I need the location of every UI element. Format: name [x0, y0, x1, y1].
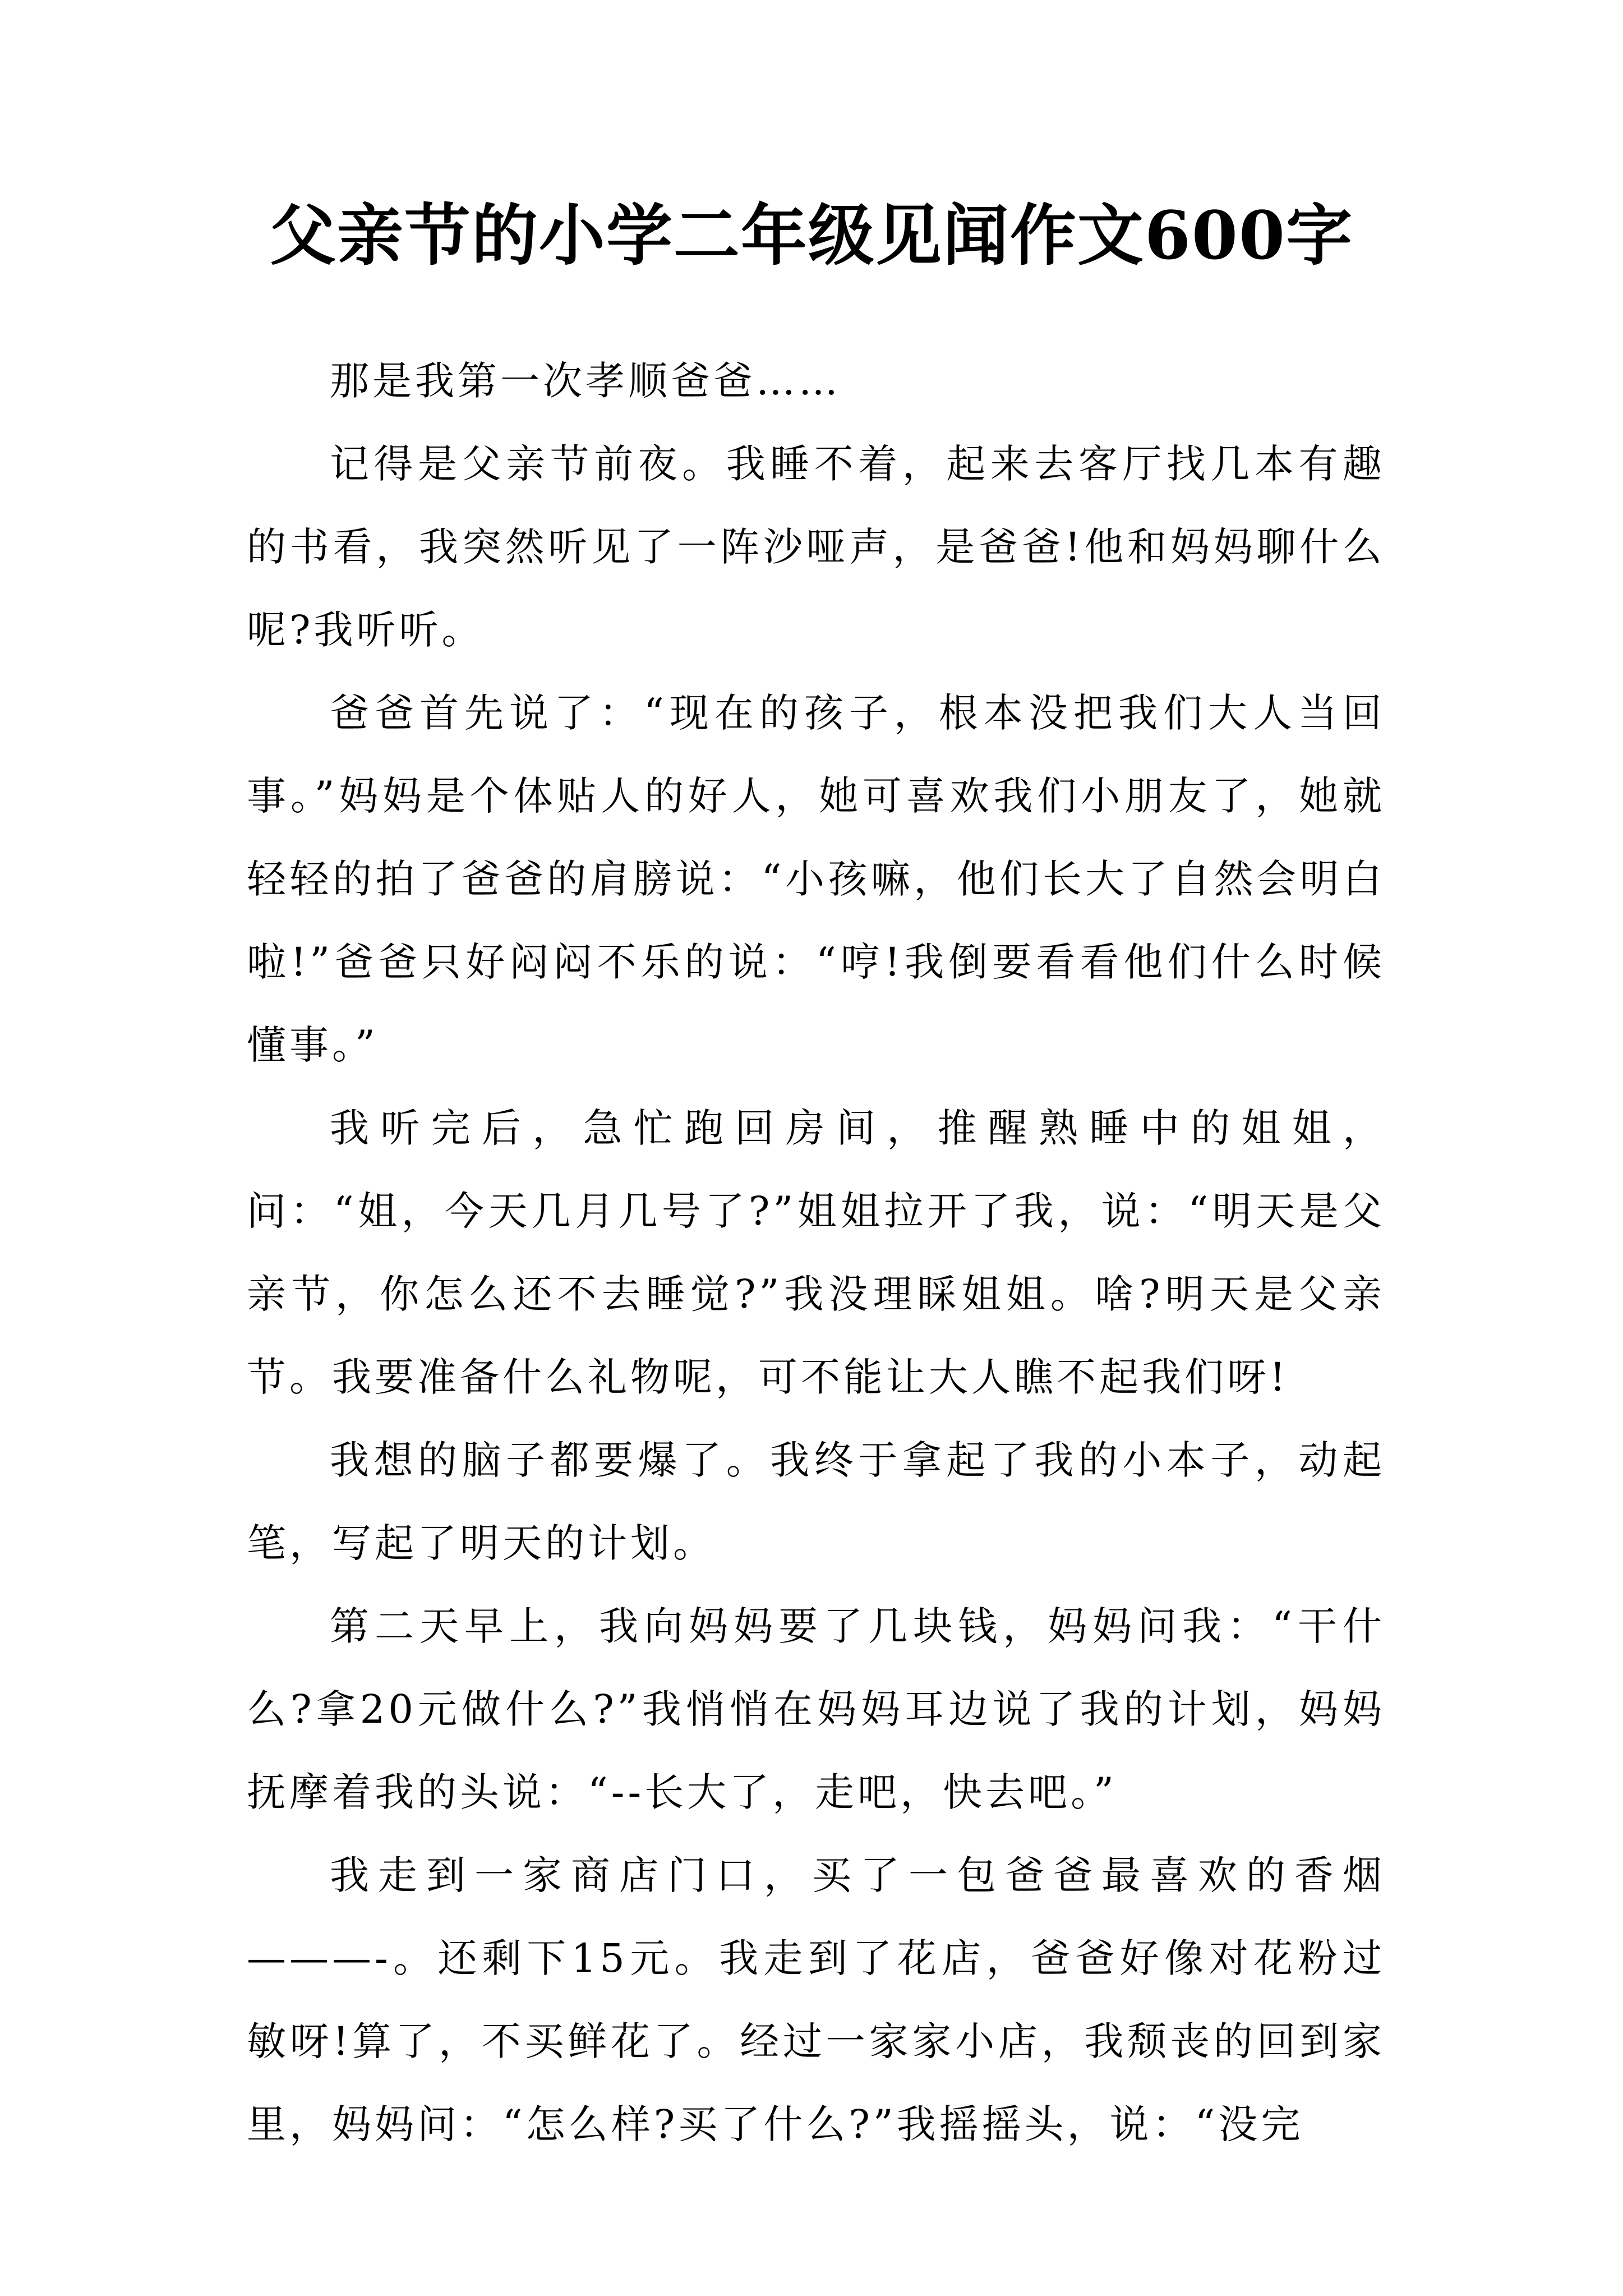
- document-title: 父亲节的小学二年级见闻作文600字: [269, 196, 1354, 274]
- paragraph-6: 第二天早上，我向妈妈要了几块钱，妈妈问我：“干什么?拿20元做什么?”我悄悄在妈妈耳边说了我的计划，妈妈抚摩着我的头说：“--长大了，走吧，快去吧。”: [247, 1603, 1385, 1815]
- paragraph-5: 我想的脑子都要爆了。我终于拿起了我的小本子，动起笔，写起了明天的计划。: [247, 1437, 1385, 1566]
- paragraph-3: 爸爸首先说了：“现在的孩子，根本没把我们大人当回事。”妈妈是个体贴人的好人，她可喜欢我们小朋友了，她就轻轻的拍了爸爸的肩膀说：“小孩嘛，他们长大了自然会明白啦!”爸爸只好闷闷不乐的说：“哼!我倒要看看他们什么时候懂事。”: [247, 690, 1385, 1068]
- paragraph-4: 我听完后，急忙跑回房间，推醒熟睡中的姐姐，问：“姐，今天几月几号了?”姐姐拉开了我，说：“明天是父亲节，你怎么还不去睡觉?”我没理睬姐姐。啥?明天是父亲节。我要准备什么礼物呢，可不能让大人瞧不起我们呀!: [247, 1105, 1385, 1400]
- paragraph-1: 那是我第一次孝顺爸爸……: [330, 358, 841, 404]
- paragraph-7: 我走到一家商店门口，买了一包爸爸最喜欢的香烟———-。还剩下15元。我走到了花店，爸爸好像对花粉过敏呀!算了，不买鲜花了。经过一家家小店，我颓丧的回到家里，妈妈问：“怎么样?买了什么?”我摇摇头，说：“没完: [247, 1852, 1385, 2147]
- paragraph-2: 记得是父亲节前夜。我睡不着，起来去客厅找几本有趣的书看，我突然听见了一阵沙哑声，是爸爸!他和妈妈聊什么呢?我听听。: [247, 441, 1385, 653]
- document-body: [247, 339, 1385, 2166]
